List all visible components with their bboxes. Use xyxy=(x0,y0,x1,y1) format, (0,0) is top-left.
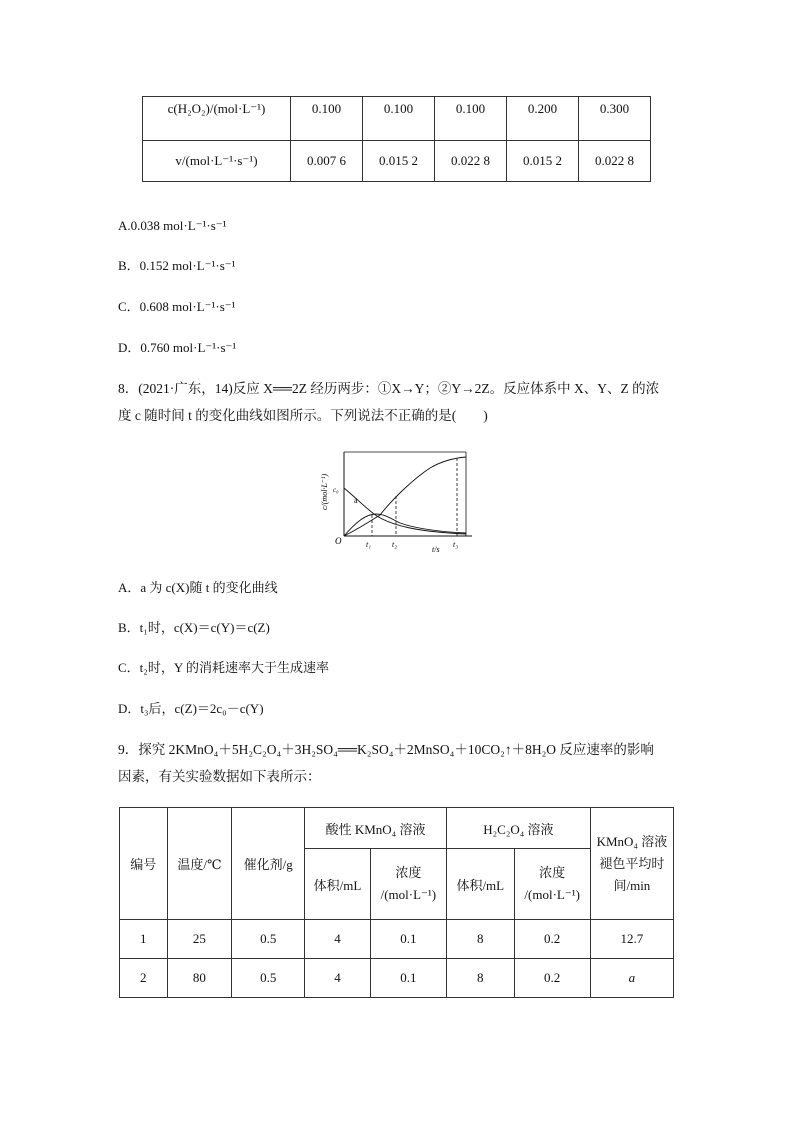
table-row xyxy=(143,97,651,141)
t1-label: t₁ xyxy=(366,540,372,549)
table-header-row xyxy=(120,808,674,849)
table-cell: 4 xyxy=(305,959,371,998)
table-cell: 0.5 xyxy=(232,920,305,959)
table-cell: 0.022 8 xyxy=(579,141,651,182)
header-volume-1: 体积/mL xyxy=(305,849,371,920)
table-cell: 0.200 xyxy=(507,97,579,141)
table-row xyxy=(120,920,674,959)
row-label: c(H₂O₂)/(mol·L⁻¹) xyxy=(143,97,291,141)
header-h2c2o4: H₂C₂O₄ 溶液 xyxy=(446,808,590,849)
table-cell: 0.100 xyxy=(291,97,363,141)
table-cell: 80 xyxy=(167,959,232,998)
header-conc-2: 浓度 /(mol·L⁻¹) xyxy=(514,849,590,920)
option-a: A.0.038 mol·L⁻¹·s⁻¹ xyxy=(118,218,227,233)
q8-option-b: B．t₁时，c(X)＝c(Y)＝c(Z) xyxy=(118,620,270,635)
table-row xyxy=(143,141,651,182)
header-time: KMnO₄ 溶液褪色平均时间/min xyxy=(590,808,673,920)
table-cell: 0.015 2 xyxy=(507,141,579,182)
x-axis-label: t/s xyxy=(432,545,440,554)
q8-option-c: C．t₂时，Y 的消耗速率大于生成速率 xyxy=(118,660,329,675)
header-kmno4: 酸性 KMnO₄ 溶液 xyxy=(305,808,447,849)
t2-label: t₂ xyxy=(392,540,398,549)
table-cell: 12.7 xyxy=(590,920,673,959)
table-cell: 0.007 6 xyxy=(291,141,363,182)
header-conc-1: 浓度 /(mol·L⁻¹) xyxy=(370,849,446,920)
table-cell: 25 xyxy=(167,920,232,959)
header-temp: 温度/℃ xyxy=(167,808,232,920)
row-label: v/(mol·L⁻¹·s⁻¹) xyxy=(143,141,291,182)
table-cell: 4 xyxy=(305,920,371,959)
table-row xyxy=(120,959,674,998)
table-cell: 0.5 xyxy=(232,959,305,998)
header-catalyst: 催化剂/g xyxy=(232,808,305,920)
q8-option-d: D．t₃后，c(Z)＝2c₀－c(Y) xyxy=(118,701,264,716)
option-c: C．0.608 mol·L⁻¹·s⁻¹ xyxy=(118,299,236,314)
q8-option-a: A．a 为 c(X)随 t 的变化曲线 xyxy=(118,580,278,595)
table-cell: 0.300 xyxy=(579,97,651,141)
table-cell: 0.022 8 xyxy=(435,141,507,182)
origin-label: O xyxy=(335,536,342,546)
table-cell: 0.015 2 xyxy=(363,141,435,182)
table-cell: 1 xyxy=(120,920,168,959)
header-volume-2: 体积/mL xyxy=(446,849,514,920)
rate-data-table xyxy=(142,96,651,182)
question-9-line1: 9．探究 2KMnO₄＋5H₂C₂O₄＋3H₂SO₄══K₂SO₄＋2MnSO₄＋10CO₂↑＋8H₂O 反应速率的影响 xyxy=(118,742,654,757)
table-cell: 2 xyxy=(120,959,168,998)
t3-label: t₃ xyxy=(453,540,459,549)
curve-a-label: a xyxy=(354,496,358,505)
experiment-table xyxy=(119,807,674,998)
y-axis-label: c/(mol·L⁻¹) xyxy=(320,473,329,510)
header-no: 编号 xyxy=(120,808,168,920)
curve-a xyxy=(344,488,466,534)
table-cell: 0.1 xyxy=(370,959,446,998)
table-cell: 0.2 xyxy=(514,920,590,959)
table-cell: 8 xyxy=(446,959,514,998)
table-cell: 0.100 xyxy=(435,97,507,141)
c0-label: c₀ xyxy=(333,486,339,494)
table-cell: 0.1 xyxy=(370,920,446,959)
table-cell: a xyxy=(590,959,673,998)
option-d: D．0.760 mol·L⁻¹·s⁻¹ xyxy=(118,340,237,355)
question-8-line2: 度 c 随时间 t 的变化曲线如图所示。下列说法不正确的是( ) xyxy=(118,408,488,423)
concentration-time-graph xyxy=(320,448,480,558)
question-9-line2: 因素，有关实验数据如下表所示： xyxy=(118,769,321,784)
option-b: B．0.152 mol·L⁻¹·s⁻¹ xyxy=(118,258,236,273)
table-cell: 0.100 xyxy=(363,97,435,141)
table-cell: 0.2 xyxy=(514,959,590,998)
question-8-line1: 8．(2021·广东，14)反应 X══2Z 经历两步：①X→Y；②Y→2Z。反应体系中 X、Y、Z 的浓 xyxy=(118,381,660,396)
table-cell: 8 xyxy=(446,920,514,959)
